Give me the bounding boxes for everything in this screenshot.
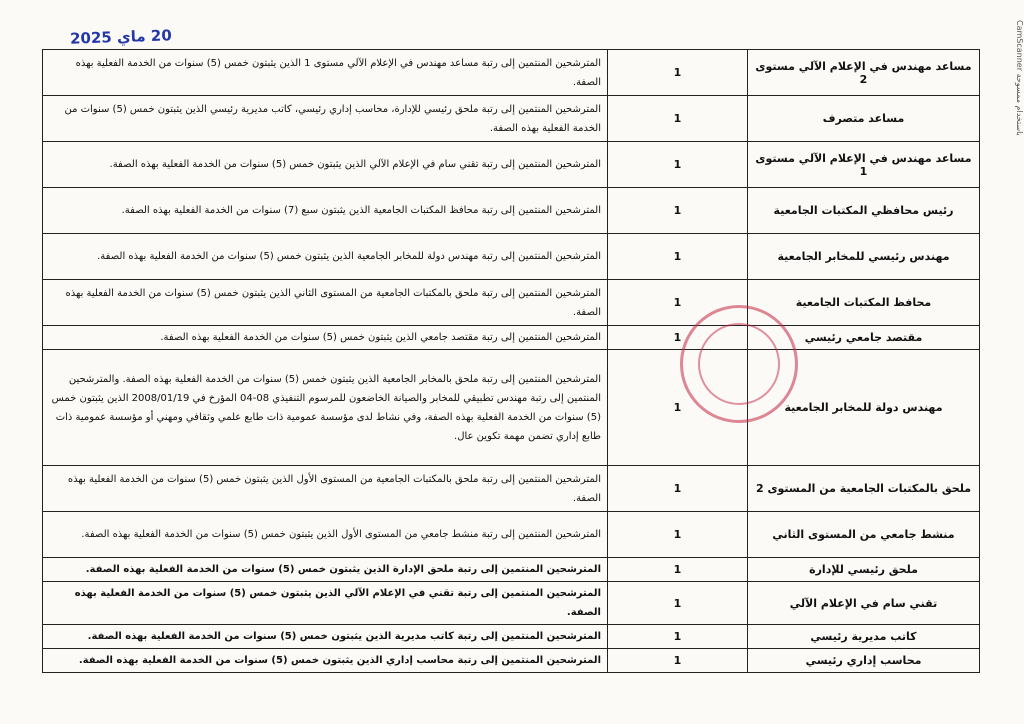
rank-title-cell: مهندس دولة للمخابر الجامعية xyxy=(748,350,980,466)
rank-title-cell: محافظ المكتبات الجامعية xyxy=(748,280,980,326)
conditions-cell: المترشحين المنتمين إلى رتبة محافظ المكتبات الجامعية الذين يثبتون سبع (7) سنوات من الخدمة الفعلية بهذه الصفة. xyxy=(43,188,608,234)
positions-count-cell: 1 xyxy=(608,582,748,625)
rank-title-cell: مساعد مهندس في الإعلام الآلي مستوى 1 xyxy=(748,142,980,188)
table-row xyxy=(43,582,980,625)
rank-title-cell: كاتب مديرية رئيسي xyxy=(748,625,980,649)
conditions-cell: المترشحين المنتمين إلى رتبة تقني سام في الإعلام الآلي الذين يثبتون خمس (5) سنوات من الخدمة الفعلية بهذه الصفة. xyxy=(43,142,608,188)
positions-count-cell: 1 xyxy=(608,558,748,582)
table-row xyxy=(43,234,980,280)
table-row xyxy=(43,96,980,142)
positions-count-cell: 1 xyxy=(608,512,748,558)
positions-count-cell: 1 xyxy=(608,326,748,350)
conditions-cell: المترشحين المنتمين إلى رتبة مهندس دولة للمخابر الجامعية الذين يثبتون خمس (5) سنوات من الخدمة الفعلية بهذه الصفة. xyxy=(43,234,608,280)
table-row xyxy=(43,350,980,466)
rank-title-cell: مساعد مهندس في الإعلام الآلي مستوى 2 xyxy=(748,50,980,96)
positions-count-cell: 1 xyxy=(608,50,748,96)
conditions-cell: المترشحين المنتمين إلى رتبة ملحق الإدارة الذين يثبتون خمس (5) سنوات من الخدمة الفعلية بهذه الصفة. xyxy=(43,558,608,582)
positions-count-cell: 1 xyxy=(608,142,748,188)
promotion-table xyxy=(42,49,980,673)
conditions-cell: المترشحين المنتمين إلى رتبة ملحق رئيسي للإدارة، محاسب إداري رئيسي، كاتب مديرية رئيسي الذين يثبتون خمس (5) سنوات من الخدمة الفعلية بهذه الصفة. xyxy=(43,96,608,142)
table-row xyxy=(43,280,980,326)
rank-title-cell: محاسب إداري رئيسي xyxy=(748,649,980,673)
table-row xyxy=(43,649,980,673)
conditions-cell: المترشحين المنتمين إلى رتبة ملحق بالمخابر الجامعية الذين يثبتون خمس (5) سنوات من الخدمة الفعلية بهذه الصفة. والمترشحين المنتمين إلى رتبة مهندس تطبيقي للمخابر والصيانة الخاضعون للمرسوم التنفيذي 08-04 المؤرخ في 2008/01/19 الذين يثبتون خمس (5) سنوات من الخدمة الفعلية بهذه الصفة، وفي نشاط لدى مؤسسة عمومية ذات طابع علمي وثقافي ومهني أو مؤسسة عمومية ذات طابع إداري تضمن مهمة تكوين عال. xyxy=(43,350,608,466)
rank-title-cell: تقني سام في الإعلام الآلي xyxy=(748,582,980,625)
rank-title-cell: مقتصد جامعي رئيسي xyxy=(748,326,980,350)
rank-title-cell: رئيس محافظي المكتبات الجامعية xyxy=(748,188,980,234)
conditions-cell: المترشحين المنتمين إلى رتبة تقني في الإعلام الآلي الذين يثبتون خمس (5) سنوات من الخدمة الفعلية بهذه الصفة. xyxy=(43,582,608,625)
conditions-cell: المترشحين المنتمين إلى رتبة كاتب مديرية الذين يثبتون خمس (5) سنوات من الخدمة الفعلية بهذه الصفة. xyxy=(43,625,608,649)
conditions-cell: المترشحين المنتمين إلى رتبة منشط جامعي من المستوى الأول الذين يثبتون خمس (5) سنوات من الخدمة الفعلية بهذه الصفة. xyxy=(43,512,608,558)
positions-count-cell: 1 xyxy=(608,234,748,280)
positions-count-cell: 1 xyxy=(608,96,748,142)
conditions-cell: المترشحين المنتمين إلى رتبة مساعد مهندس في الإعلام الآلي مستوى 1 الذين يثبتون خمس (5) سنوات من الخدمة الفعلية بهذه الصفة. xyxy=(43,50,608,96)
positions-count-cell: 1 xyxy=(608,280,748,326)
rank-title-cell: منشط جامعي من المستوى الثاني xyxy=(748,512,980,558)
conditions-cell: المترشحين المنتمين إلى رتبة ملحق بالمكتبات الجامعية من المستوى الثاني الذين يثبتون خمس (5) سنوات من الخدمة الفعلية بهذه الصفة. xyxy=(43,280,608,326)
conditions-cell: المترشحين المنتمين إلى رتبة محاسب إداري الذين يثبتون خمس (5) سنوات من الخدمة الفعلية بهذه الصفة. xyxy=(43,649,608,673)
rank-title-cell: مساعد متصرف xyxy=(748,96,980,142)
positions-count-cell: 1 xyxy=(608,649,748,673)
table-row xyxy=(43,558,980,582)
table-row xyxy=(43,142,980,188)
positions-count-cell: 1 xyxy=(608,466,748,512)
positions-count-cell: 1 xyxy=(608,188,748,234)
scanner-watermark: CamScanner باستخدام ممسوحة xyxy=(1015,20,1024,136)
positions-count-cell: 1 xyxy=(608,350,748,466)
table-row xyxy=(43,625,980,649)
handwritten-date: 20 ماي 2025 xyxy=(69,26,173,48)
table-row xyxy=(43,326,980,350)
table-row xyxy=(43,188,980,234)
table-row xyxy=(43,50,980,96)
rank-title-cell: ملحق بالمكتبات الجامعية من المستوى 2 xyxy=(748,466,980,512)
conditions-cell: المترشحين المنتمين إلى رتبة مقتصد جامعي الذين يثبتون خمس (5) سنوات من الخدمة الفعلية بهذه الصفة. xyxy=(43,326,608,350)
positions-count-cell: 1 xyxy=(608,625,748,649)
rank-title-cell: ملحق رئيسي للإدارة xyxy=(748,558,980,582)
table-row xyxy=(43,512,980,558)
conditions-cell: المترشحين المنتمين إلى رتبة ملحق بالمكتبات الجامعية من المستوى الأول الذين يثبتون خمس (5) سنوات من الخدمة الفعلية بهذه الصفة. xyxy=(43,466,608,512)
rank-title-cell: مهندس رئيسي للمخابر الجامعية xyxy=(748,234,980,280)
table-row xyxy=(43,466,980,512)
